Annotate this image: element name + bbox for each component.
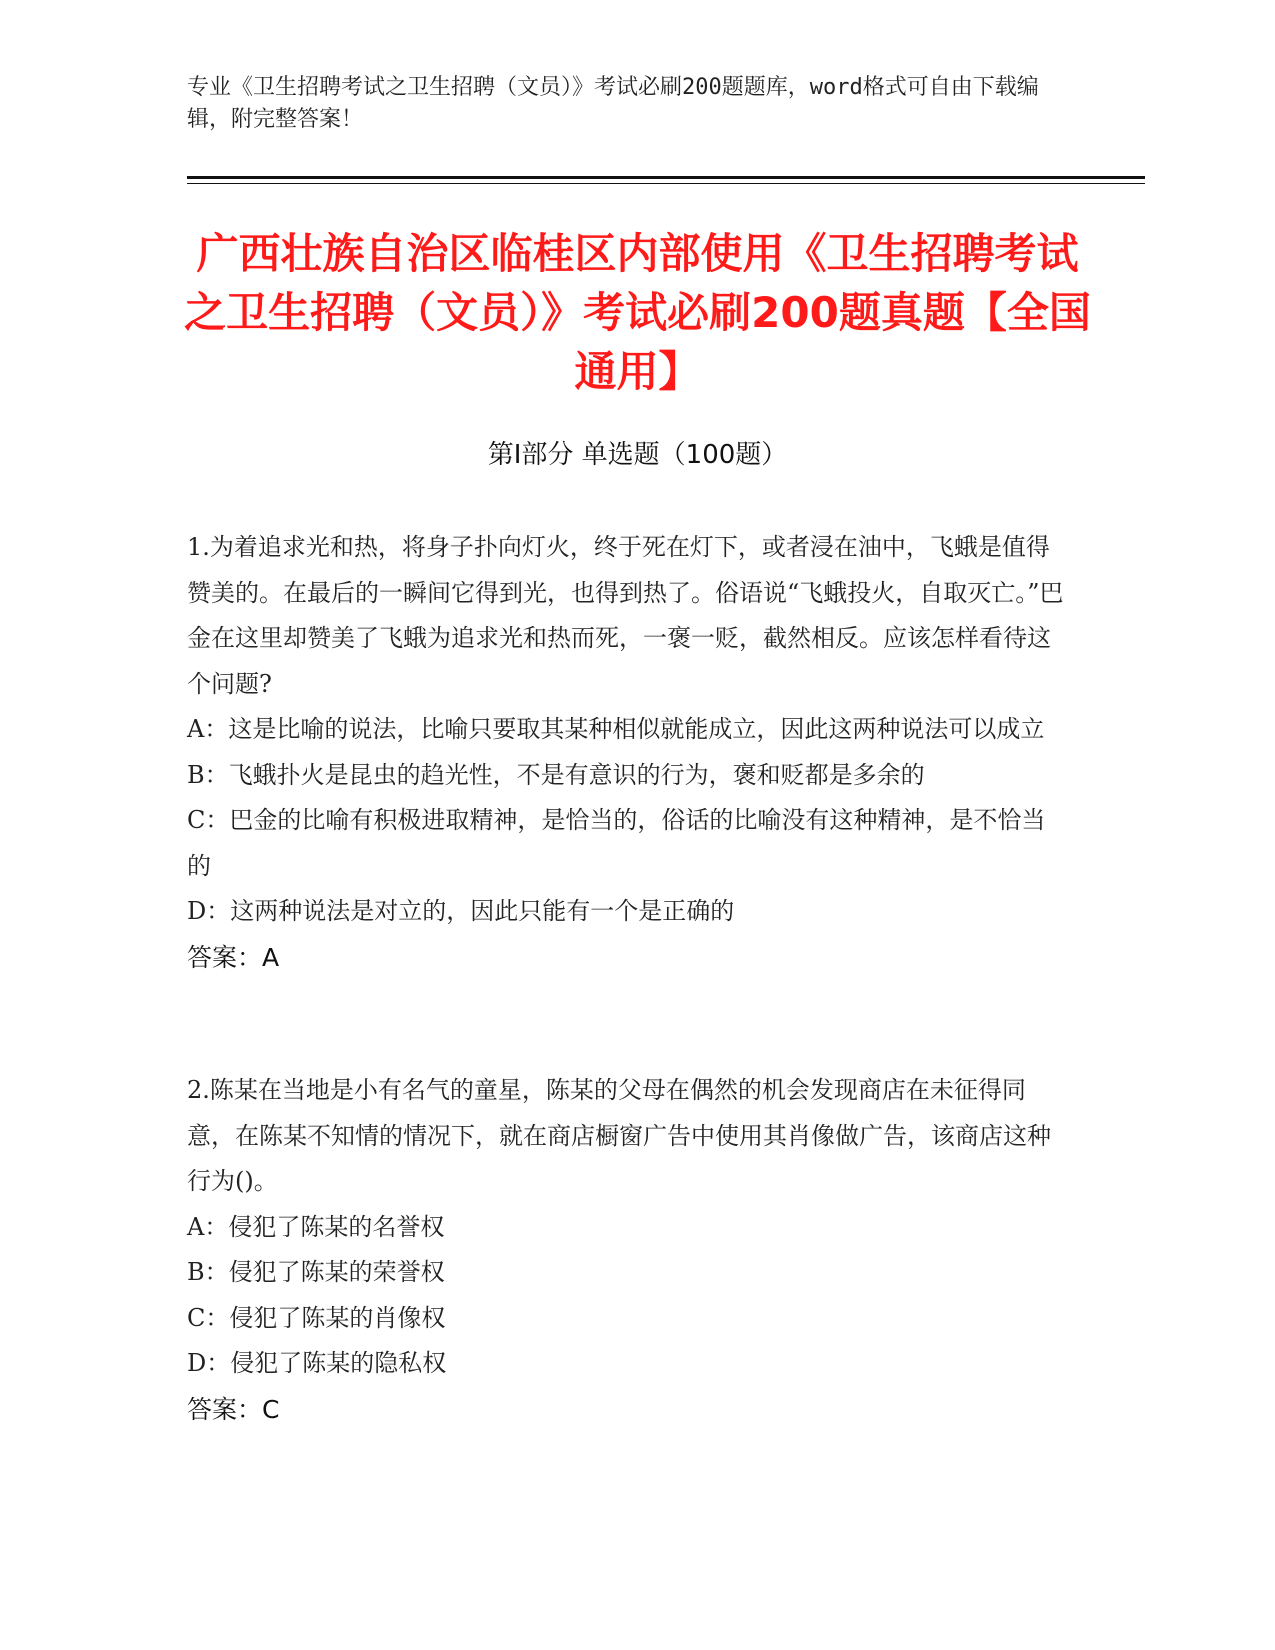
option-c: C：侵犯了陈某的肖像权 <box>187 1303 446 1332</box>
header-note: 专业《卫生招聘考试之卫生招聘（文员）》考试必刷200题题库，word格式可自由下载编辑，附完整答案！ <box>187 75 1039 132</box>
question-2 <box>187 1068 1067 1432</box>
option-a: A：这是比喻的说法，比喻只要取其某种相似就能成立，因此这两种说法可以成立 <box>187 715 1045 743</box>
option-d: D：侵犯了陈某的隐私权 <box>187 1349 447 1377</box>
answer: 答案：C <box>187 1394 280 1424</box>
question-stem: 1.为着追求光和热，将身子扑向灯火，终于死在灯下，或者浸在油中，飞蛾是值得赞美的。在最后的一瞬间它得到光，也得到热了。俗语说“飞蛾投火，自取灭亡。”巴金在这里却赞美了飞蛾为追求光和热而死，一褒一贬，截然相反。应该怎样看待这个问题? <box>187 533 1064 698</box>
section-heading: 第Ⅰ部分 单选题（100题） <box>487 440 788 470</box>
question-1 <box>187 525 1067 980</box>
option-a: A：侵犯了陈某的名誉权 <box>187 1212 445 1241</box>
option-b: B：侵犯了陈某的荣誉权 <box>187 1258 445 1286</box>
question-stem: 2.陈某在当地是小有名气的童星，陈某的父母在偶然的机会发现商店在未征得同意，在陈某不知情的情况下，就在商店橱窗广告中使用其肖像做广告，该商店这种行为()。 <box>187 1076 1051 1195</box>
header-divider-thin <box>187 183 1145 184</box>
header-divider-thick <box>187 176 1145 179</box>
document-title: 广西壮族自治区临桂区内部使用《卫生招聘考试之卫生招聘（文员）》考试必刷200题真题【全国通用】 <box>184 229 1091 396</box>
option-d: D：这两种说法是对立的，因此只能有一个是正确的 <box>187 897 735 925</box>
answer: 答案：A <box>187 942 280 972</box>
option-b: B：飞蛾扑火是昆虫的趋光性，不是有意识的行为，褒和贬都是多余的 <box>187 760 925 789</box>
option-c: C：巴金的比喻有积极进取精神，是恰当的，俗话的比喻没有这种精神，是不恰当的 <box>187 806 1046 880</box>
